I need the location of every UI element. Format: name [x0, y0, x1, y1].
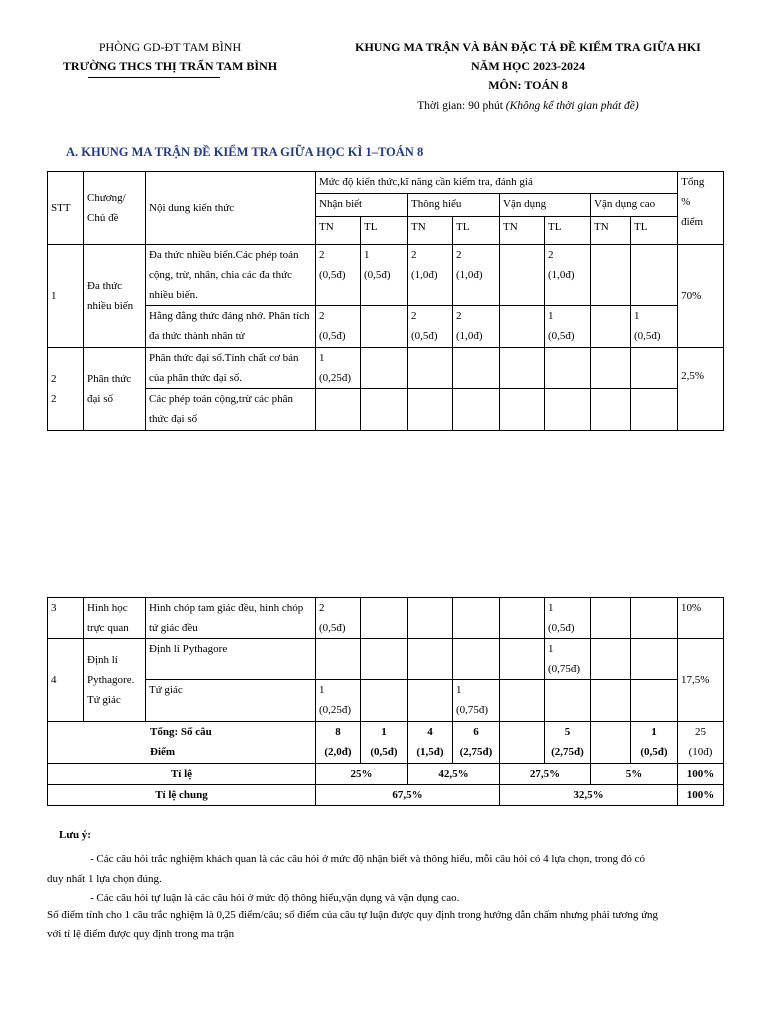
row4a-vd-tl: 1 (0,75đ): [545, 639, 591, 680]
header-tl: TL: [361, 217, 408, 245]
header-tn: TN: [591, 217, 631, 245]
row3-total: 10%: [678, 598, 724, 639]
ratio-recognize: 25%: [316, 764, 408, 785]
ratio-apply: 27,5%: [500, 764, 591, 785]
notes-section: [47, 825, 723, 944]
header-level-apply-high: Vận dụng cao: [591, 194, 678, 217]
row1b-nb-tn: 2 (0,5đ): [316, 306, 361, 348]
empty-cell: [408, 348, 453, 389]
school-year: NĂM HỌC 2023-2024: [471, 59, 585, 73]
row2-chapter: Phân thức đại số: [84, 348, 146, 431]
header-tn: TN: [408, 217, 453, 245]
totals-sum: 25 (10đ): [678, 722, 724, 764]
time-label: Thời gian: 90 phút: [417, 100, 503, 112]
department-name: PHÒNG GD-ĐT TAM BÌNH: [98, 40, 242, 54]
row1a-nb-tl: 1 (0,5đ): [361, 245, 408, 306]
header-chapter: Chương/ Chủ đề: [84, 172, 146, 245]
row1a-content: Đa thức nhiều biến.Các phép toán cộng, trừ, nhân, chia các đa thức nhiều biến.: [146, 245, 316, 306]
empty-cell: [631, 348, 678, 389]
header-tl: TL: [453, 217, 500, 245]
row1b-th-tl: 2 (1,0đ): [453, 306, 500, 348]
school-underline: [88, 77, 220, 78]
row4b-nb-tn: 1 (0,25đ): [316, 680, 361, 722]
ratio-apply-high: 5%: [591, 764, 678, 785]
empty-cell: [631, 680, 678, 722]
row4-total: 17,5%: [678, 639, 724, 722]
section-a-title: A. KHUNG MA TRẬN ĐỀ KIỂM TRA GIỮA HỌC KÌ 1–TOÁN 8: [66, 145, 424, 159]
row1-stt: 1: [48, 245, 84, 348]
header-left: [40, 38, 300, 76]
empty-cell: [361, 348, 408, 389]
empty-cell: [500, 389, 545, 431]
row1-total: 70%: [678, 245, 724, 348]
row1a-th-tl: 2 (1,0đ): [453, 245, 500, 306]
ratio-understand: 42,5%: [408, 764, 500, 785]
empty-cell: [591, 639, 631, 680]
empty-cell: [500, 348, 545, 389]
empty-cell: [316, 389, 361, 431]
row1-chapter: Đa thức nhiều biến: [84, 245, 146, 348]
empty-cell: [500, 722, 545, 764]
row1b-content: Hằng đẳng thức đáng nhớ. Phân tích đa thức thành nhân tử: [146, 306, 316, 348]
row4-stt: 4: [48, 639, 84, 722]
empty-cell: [316, 639, 361, 680]
totals-th-tn: 4 (1,5đ): [408, 722, 453, 764]
empty-cell: [591, 348, 631, 389]
row1b-nb-tl: [361, 306, 408, 348]
matrix-table-part-2: [47, 597, 724, 806]
empty-cell: [545, 389, 591, 431]
ratio-general-high: 32,5%: [500, 785, 678, 806]
header-total: Tổng % điểm: [678, 172, 724, 245]
totals-vd-tl: 5 (2,75đ): [545, 722, 591, 764]
row1b-th-tn: 2 (0,5đ): [408, 306, 453, 348]
empty-cell: [361, 598, 408, 639]
empty-cell: [591, 389, 631, 431]
row3-chapter: Hình học trực quan: [84, 598, 146, 639]
ratio-label: Tỉ lệ: [48, 764, 316, 785]
header-level-group: Mức độ kiến thức,kĩ năng cần kiểm tra, đánh giá: [316, 172, 678, 194]
row1a-nb-tn: 2 (0,5đ): [316, 245, 361, 306]
note-3-line-1: Số điểm tính cho 1 câu trắc nghiệm là 0,25 điểm/câu; số điểm của câu tự luận được quy định trong hướng dẫn chấm nhưng phải tương ứng: [47, 909, 659, 921]
note-1-line-1: - Các câu hỏi trắc nghiệm khách quan là các câu hỏi ở mức độ nhận biết và thông hiểu, mỗi câu hỏi có 4 lựa chọn, trong đó có: [90, 853, 646, 865]
time-note: (Không kể thời gian phát đề): [505, 100, 639, 112]
header-level-apply: Vận dụng: [500, 194, 591, 217]
header-tl: TL: [631, 217, 678, 245]
ratio-general-sum: 100%: [678, 785, 724, 806]
empty-cell: [453, 389, 500, 431]
empty-cell: [631, 389, 678, 431]
row3-nb-tn: 2 (0,5đ): [316, 598, 361, 639]
empty-cell: [631, 639, 678, 680]
header-tl: TL: [545, 217, 591, 245]
document-title: KHUNG MA TRẬN VÀ BẢN ĐẶC TẢ ĐỀ KIỂM TRA GIỮA HKI: [355, 40, 701, 54]
empty-cell: [591, 598, 631, 639]
row4b-content: Tứ giác: [146, 680, 316, 722]
matrix-table-part-1: [47, 171, 724, 431]
empty-cell: [453, 348, 500, 389]
totals-vdc-tl: 1 (0,5đ): [631, 722, 678, 764]
row1b-vdc-tn: [591, 306, 631, 348]
note-1-line-2: duy nhất 1 lựa chọn đúng.: [47, 873, 162, 885]
empty-cell: [361, 389, 408, 431]
row2-total: 2,5%: [678, 348, 724, 431]
row1a-vdc-tl: [631, 245, 678, 306]
row4a-content: Định lí Pythagore: [146, 639, 316, 680]
row1a-th-tn: 2 (1,0đ): [408, 245, 453, 306]
empty-cell: [500, 680, 545, 722]
header-content: Nội dung kiến thức: [146, 172, 316, 245]
header-right: [318, 38, 738, 95]
totals-label: Tổng: Số câu Điểm: [48, 722, 316, 764]
row1a-vdc-tn: [591, 245, 631, 306]
subject: MÔN: TOÁN 8: [488, 78, 568, 92]
header-level-recognize: Nhận biết: [316, 194, 408, 217]
note-3-line-2: với tỉ lệ điểm được quy định trong ma trận: [47, 928, 235, 940]
notes-title: Lưu ý:: [59, 829, 91, 841]
empty-cell: [500, 639, 545, 680]
row2b-content: Các phép toán cộng,trừ các phân thức đại số: [146, 389, 316, 431]
school-name: TRƯỜNG THCS THỊ TRẤN TAM BÌNH: [62, 59, 278, 73]
note-2: - Các câu hỏi tự luận là các câu hỏi ở mức độ thông hiểu,vận dụng và vận dụng cao.: [90, 892, 460, 904]
empty-cell: [500, 598, 545, 639]
exam-time: [318, 100, 738, 112]
empty-cell: [408, 598, 453, 639]
empty-cell: [591, 722, 631, 764]
totals-th-tl: 6 (2,75đ): [453, 722, 500, 764]
row1a-vd-tn: [500, 245, 545, 306]
header-tn: TN: [500, 217, 545, 245]
row4b-th-tl: 1 (0,75đ): [453, 680, 500, 722]
empty-cell: [361, 639, 408, 680]
header-tn: TN: [316, 217, 361, 245]
empty-cell: [408, 389, 453, 431]
row3-stt: 3: [48, 598, 84, 639]
row1b-vd-tn: [500, 306, 545, 348]
ratio-general-low: 67,5%: [316, 785, 500, 806]
header-stt: STT: [48, 172, 84, 245]
row1b-vd-tl: 1 (0,5đ): [545, 306, 591, 348]
empty-cell: [361, 680, 408, 722]
row2a-nb-tn: 1 (0,25đ): [316, 348, 361, 389]
empty-cell: [453, 598, 500, 639]
empty-cell: [453, 639, 500, 680]
row2-stt: 2 2: [48, 348, 84, 431]
row1b-vdc-tl: 1 (0,5đ): [631, 306, 678, 348]
empty-cell: [591, 680, 631, 722]
row3-vd-tl: 1 (0,5đ): [545, 598, 591, 639]
ratio-sum: 100%: [678, 764, 724, 785]
row4-chapter: Định lí Pythagore. Tứ giác: [84, 639, 146, 722]
totals-nb-tn: 8 (2,0đ): [316, 722, 361, 764]
header-level-understand: Thông hiểu: [408, 194, 500, 217]
row2a-content: Phân thức đại số.Tính chất cơ bản của phân thức đại số.: [146, 348, 316, 389]
ratio-general-label: Tỉ lệ chung: [48, 785, 316, 806]
totals-nb-tl: 1 (0,5đ): [361, 722, 408, 764]
row1a-vd-tl: 2 (1,0đ): [545, 245, 591, 306]
empty-cell: [545, 348, 591, 389]
empty-cell: [545, 680, 591, 722]
empty-cell: [631, 598, 678, 639]
empty-cell: [408, 680, 453, 722]
empty-cell: [408, 639, 453, 680]
row3-content: Hình chóp tam giác đều, hình chóp tứ giác đều: [146, 598, 316, 639]
